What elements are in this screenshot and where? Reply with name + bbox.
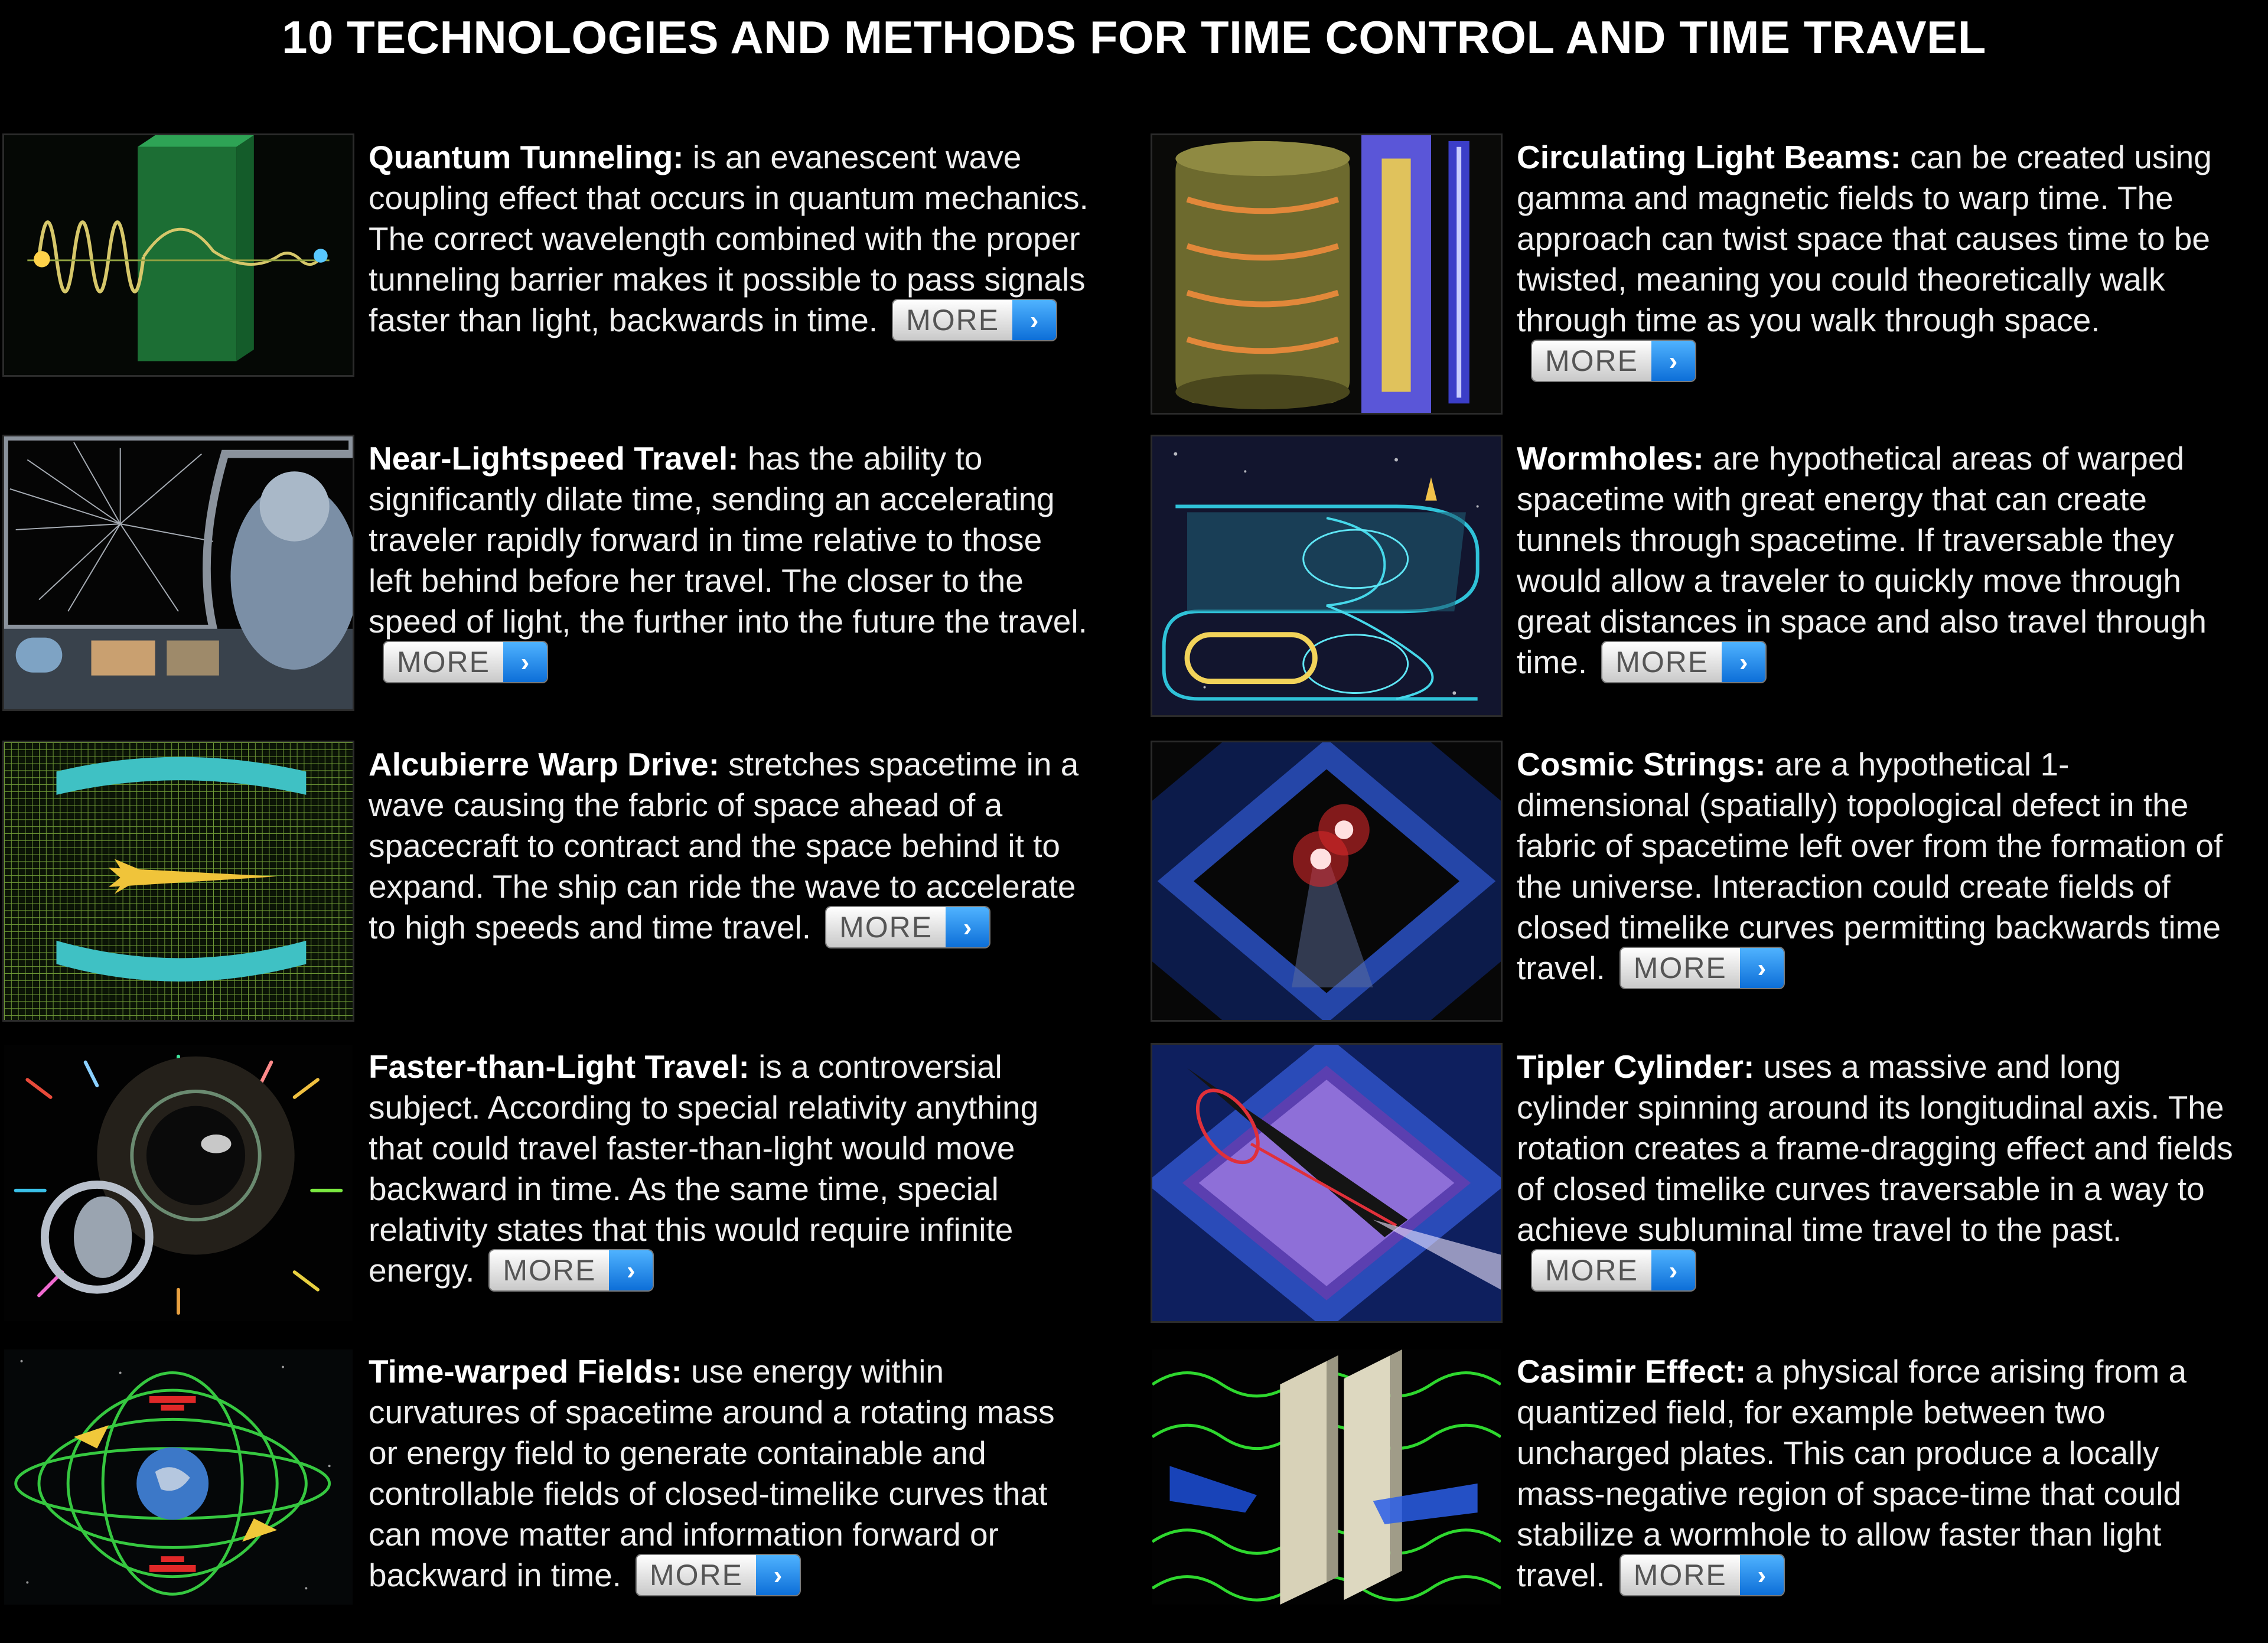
entry-cosmic-strings (1148, 741, 2268, 1036)
alcubierre-warp-drive-image (2, 741, 354, 1022)
chevron-right-icon: › (609, 1250, 653, 1290)
chevron-right-icon: › (1651, 341, 1695, 381)
entry-tipler-cylinder (1148, 1043, 2268, 1338)
entry-body: stretches spacetime in a wave causing the fabric of space ahead of a spacecraft to contract and the space behind it to expand. The ship can ride the wave to accelerate to high speeds and time travel. (369, 746, 1079, 946)
chevron-right-icon: › (1740, 1555, 1784, 1595)
more-button[interactable] (637, 1555, 800, 1595)
entry-heading: Time-warped Fields: (369, 1353, 682, 1390)
entry-body: are a hypothetical 1-dimensional (spatially) topological defect in the fabric of spacetime left over from the formation of the universe. Interaction could create fields of closed timelike curves permitting backwards time travel. (1517, 746, 2223, 986)
more-label: MORE (1532, 1250, 1651, 1290)
entry-text (1517, 438, 2238, 684)
chevron-right-icon: › (1012, 300, 1056, 340)
entry-text (369, 137, 1090, 343)
chevron-right-icon: › (946, 907, 989, 947)
entry-body: is an evanescent wave coupling effect that occurs in quantum mechanics. The correct wavelength combined with the proper tunneling barrier makes it possible to pass signals faster than light, backwards in time. (369, 139, 1089, 338)
entry-casimir-effect (1148, 1348, 2268, 1643)
quantum-tunneling-image (2, 133, 354, 377)
more-button[interactable] (893, 300, 1056, 340)
tipler-cylinder-image (1151, 1043, 1503, 1323)
more-label: MORE (1602, 642, 1722, 682)
entry-body: are hypothetical areas of warped spacetime with great energy that can create tunnels through spacetime. If traversable they would allow a traveler to quickly move through great distances in space and also travel through time. (1517, 440, 2207, 680)
time-warped-fields-image (2, 1348, 354, 1606)
entry-heading: Alcubierre Warp Drive: (369, 746, 719, 783)
entry-body: has the ability to significantly dilate time, sending an accelerating traveler rapidly forward in time relative to those left behind before her travel. The closer to the speed of light, the further into the future the travel. (369, 440, 1087, 640)
entry-text (369, 744, 1090, 950)
entry-heading: Cosmic Strings: (1517, 746, 1766, 783)
entry-quantum-tunneling (0, 133, 1134, 429)
entry-body: can be created using gamma and magnetic fields to warp time. The approach can twist space that causes time to be twisted, meaning you could theoretically walk through time as you walk through space. (1517, 139, 2212, 338)
chevron-right-icon: › (756, 1555, 800, 1595)
more-label: MORE (1532, 341, 1651, 381)
entry-text (369, 1047, 1090, 1293)
entry-body: a physical force arising from a quantized field, for example between two uncharged plates. This can produce a locally mass-negative region of space-time that could stabilize a wormhole to allow faster than light travel. (1517, 1353, 2187, 1593)
entry-heading: Faster-than-Light Travel: (369, 1048, 750, 1085)
entry-time-warped-fields (0, 1348, 1134, 1643)
entry-body: use energy within curvatures of spacetime around a rotating mass or energy field to generate containable and controllable fields of closed-timelike curves that can move matter and information forward or backward in time. (369, 1353, 1055, 1593)
more-button[interactable] (826, 907, 989, 947)
page-title: 10 TECHNOLOGIES AND METHODS FOR TIME CONTROL AND TIME TRAVEL (282, 11, 1986, 63)
chevron-right-icon: › (1740, 948, 1784, 988)
circulating-light-beams-image (1151, 133, 1503, 415)
more-label: MORE (826, 907, 946, 947)
entry-heading: Circulating Light Beams: (1517, 139, 1901, 175)
chevron-right-icon: › (1651, 1250, 1695, 1290)
more-button[interactable] (384, 642, 547, 682)
entry-heading: Tipler Cylinder: (1517, 1048, 1755, 1085)
entry-text (369, 1351, 1090, 1598)
entry-body: is a controversial subject. According to special relativity anything that could travel faster-than-light would move backward in time. As the same time, special relativity states that this would require infinite energy. (369, 1048, 1039, 1289)
more-button[interactable] (1602, 642, 1765, 682)
cosmic-strings-image (1151, 741, 1503, 1022)
more-label: MORE (893, 300, 1012, 340)
entry-body: uses a massive and long cylinder spinning around its longitudinal axis. The rotation creates a frame-dragging effect and fields of closed timelike curves traversable in a way to achieve subluminal time travel to the past. (1517, 1048, 2233, 1248)
more-label: MORE (384, 642, 503, 682)
entry-text (1517, 744, 2238, 990)
faster-than-light-travel-image (2, 1043, 354, 1323)
more-label: MORE (637, 1555, 756, 1595)
near-lightspeed-travel-image (2, 435, 354, 711)
entry-wormholes (1148, 435, 2268, 730)
entry-heading: Casimir Effect: (1517, 1353, 1746, 1390)
entry-text (1517, 137, 2238, 383)
more-button[interactable] (1532, 1250, 1695, 1290)
more-label: MORE (1621, 1555, 1740, 1595)
entry-text (369, 438, 1090, 684)
more-label: MORE (1621, 948, 1740, 988)
entry-heading: Quantum Tunneling: (369, 139, 684, 175)
entry-text (1517, 1047, 2238, 1293)
entry-heading: Near-Lightspeed Travel: (369, 440, 739, 477)
wormholes-image (1151, 435, 1503, 717)
chevron-right-icon: › (503, 642, 547, 682)
entry-near-lightspeed-travel (0, 435, 1134, 730)
more-button[interactable] (1621, 948, 1784, 988)
entry-faster-than-light-travel (0, 1043, 1134, 1338)
chevron-right-icon: › (1722, 642, 1765, 682)
more-button[interactable] (1532, 341, 1695, 381)
entry-heading: Wormholes: (1517, 440, 1704, 477)
more-label: MORE (490, 1250, 609, 1290)
casimir-effect-image (1151, 1348, 1503, 1606)
more-button[interactable] (490, 1250, 653, 1290)
entry-circulating-light-beams (1148, 133, 2268, 429)
entry-text (1517, 1351, 2238, 1598)
more-button[interactable] (1621, 1555, 1784, 1595)
entry-alcubierre-warp-drive (0, 741, 1134, 1036)
